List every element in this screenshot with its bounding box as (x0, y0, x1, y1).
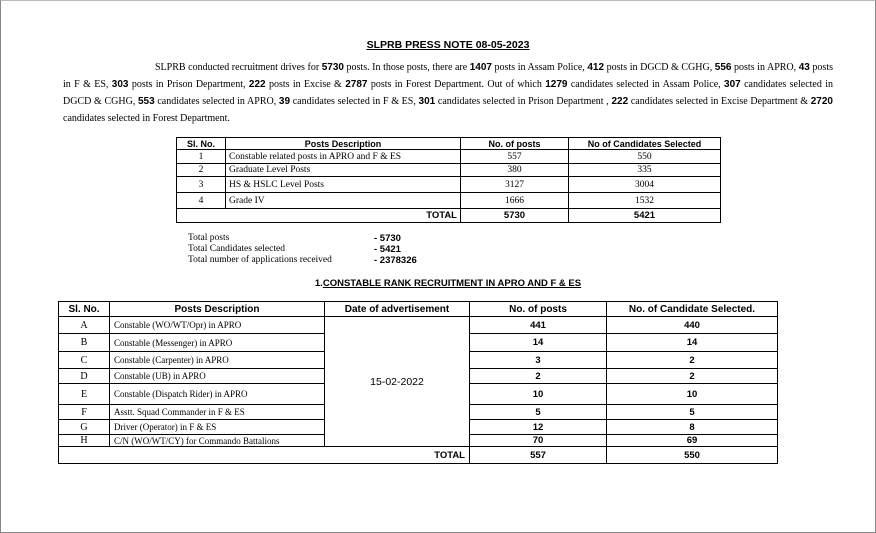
col-date-of-advertisement: Date of advertisement (325, 302, 470, 317)
no-of-posts: 14 (470, 334, 607, 352)
summary-value: - 2378326 (374, 255, 417, 266)
sl-no: 4 (177, 193, 226, 209)
candidates-selected: 2 (607, 352, 778, 369)
posts-description: Driver (Operator) in F & ES (110, 420, 325, 435)
posts-description: Constable (Carpenter) in APRO (110, 352, 325, 369)
no-of-posts: 1666 (461, 193, 569, 209)
no-of-posts: 3127 (461, 177, 569, 193)
table-row (59, 317, 778, 334)
paragraph-text: posts in APRO, (731, 62, 799, 73)
no-of-posts: 557 (461, 150, 569, 164)
section-heading (1, 278, 876, 289)
summary-row (188, 233, 417, 244)
paragraph-text: candidates selected in Excise Department & (628, 96, 811, 107)
summary-label: Total posts (188, 233, 230, 243)
total-label: TOTAL (59, 447, 470, 464)
summary-table (176, 137, 721, 223)
no-of-posts: 5 (470, 405, 607, 420)
col-candidates-selected: No. of Candidate Selected. (607, 302, 778, 317)
section-number: 1. (314, 278, 323, 289)
summary-row (188, 255, 417, 266)
no-of-posts: 2 (470, 369, 607, 384)
paragraph-text: posts. In those posts, there are (343, 62, 470, 73)
no-of-posts: 12 (470, 420, 607, 435)
sl-no: 2 (177, 164, 226, 177)
constable-table-header (59, 302, 778, 317)
summary-value: - 5421 (374, 244, 401, 255)
col-posts-description: Posts Description (226, 138, 461, 150)
candidates-selected: 550 (569, 150, 721, 164)
section-title: CONSTABLE RANK RECRUITMENT IN APRO AND F & ES (322, 278, 582, 289)
table-row (177, 193, 721, 209)
posts-description: Constable related posts in APRO and F & ES (226, 150, 461, 164)
col-sl-no: Sl. No. (177, 138, 226, 150)
table-row (177, 150, 721, 164)
posts-description: HS & HSLC Level Posts (226, 177, 461, 193)
paragraph-text: candidates selected in DGCD & CGHG, (63, 79, 834, 107)
total-posts: 557 (470, 447, 607, 464)
paragraph-figure: 1279 (545, 79, 568, 90)
summary-row (188, 244, 417, 255)
posts-description: Asstt. Squad Commander in F & ES (110, 405, 325, 420)
paragraph-figure: 556 (714, 62, 732, 73)
sl-no: H (59, 435, 110, 447)
col-no-of-posts: No. of posts (470, 302, 607, 317)
paragraph-text: candidates selected in Assam Police, (567, 79, 725, 90)
summary-label: Total number of applications received (188, 255, 332, 265)
total-row (59, 447, 778, 464)
sl-no: 1 (177, 150, 226, 164)
candidates-selected: 69 (607, 435, 778, 447)
total-selected: 550 (607, 447, 778, 464)
paragraph-text: SLPRB conducted recruitment drives for (155, 62, 322, 73)
total-row (177, 209, 721, 223)
paragraph-text: posts in Excise & (265, 79, 346, 90)
posts-description: Graduate Level Posts (226, 164, 461, 177)
candidates-selected: 335 (569, 164, 721, 177)
candidates-selected: 10 (607, 384, 778, 405)
total-selected: 5421 (569, 209, 721, 223)
candidates-selected: 1532 (569, 193, 721, 209)
posts-description: Constable (Messenger) in APRO (110, 334, 325, 352)
paragraph-text: candidates selected in Prison Department , (435, 96, 612, 107)
date-of-advertisement: 15-02-2022 (325, 317, 470, 447)
paragraph-figure: 5730 (321, 62, 344, 73)
no-of-posts: 3 (470, 352, 607, 369)
posts-description: Grade IV (226, 193, 461, 209)
posts-description: Constable (Dispatch Rider) in APRO (110, 384, 325, 405)
paragraph-figure: 222 (611, 96, 629, 107)
col-sl-no: Sl. No. (59, 302, 110, 317)
posts-description: Constable (WO/WT/Opr) in APRO (110, 317, 325, 334)
no-of-posts: 380 (461, 164, 569, 177)
candidates-selected: 14 (607, 334, 778, 352)
sl-no: F (59, 405, 110, 420)
sl-no: D (59, 369, 110, 384)
paragraph-figure: 303 (111, 79, 129, 90)
paragraph-text: posts in F & ES, (63, 62, 833, 90)
sl-no: G (59, 420, 110, 435)
total-label: TOTAL (177, 209, 461, 223)
sl-no: B (59, 334, 110, 352)
paragraph-figure: 39 (278, 96, 291, 107)
no-of-posts: 10 (470, 384, 607, 405)
paragraph-figure: 222 (248, 79, 266, 90)
total-posts: 5730 (461, 209, 569, 223)
press-note-title: SLPRB PRESS NOTE 08-05-2023 (366, 39, 530, 51)
intro-paragraph (63, 59, 833, 127)
paragraph-figure: 2720 (810, 96, 833, 107)
posts-description: Constable (UB) in APRO (110, 369, 325, 384)
constable-recruitment-table (58, 301, 778, 464)
table-row (177, 177, 721, 193)
sl-no: C (59, 352, 110, 369)
candidates-selected: 440 (607, 317, 778, 334)
summary-label: Total Candidates selected (188, 244, 285, 254)
no-of-posts: 70 (470, 435, 607, 447)
col-no-of-posts: No. of posts (461, 138, 569, 150)
no-of-posts: 441 (470, 317, 607, 334)
sl-no: A (59, 317, 110, 334)
paragraph-text: posts in Prison Department, (128, 79, 249, 90)
paragraph-text: candidates selected in APRO, (154, 96, 279, 107)
posts-description: C/N (WO/WT/CY) for Commando Battalions (110, 435, 325, 447)
paragraph-figure: 553 (138, 96, 155, 107)
paragraph-figure: 1407 (469, 62, 492, 73)
paragraph-figure: 412 (587, 62, 605, 73)
paragraph-text: candidates selected in F & ES, (290, 96, 419, 107)
col-posts-description: Posts Description (110, 302, 325, 317)
sl-no: E (59, 384, 110, 405)
col-candidates-selected: No of Candidates Selected (569, 138, 721, 150)
paragraph-figure: 301 (418, 96, 436, 107)
paragraph-figure: 307 (724, 79, 741, 90)
summary-value: - 5730 (374, 233, 401, 244)
paragraph-figure: 2787 (345, 79, 368, 90)
paragraph-text: candidates selected in Forest Department. (63, 113, 230, 124)
sl-no: 3 (177, 177, 226, 193)
summary-table-header (177, 138, 721, 150)
candidates-selected: 2 (607, 369, 778, 384)
totals-summary (188, 233, 417, 266)
table-row (177, 164, 721, 177)
paragraph-text: posts in Forest Department. Out of which (367, 79, 546, 90)
candidates-selected: 3004 (569, 177, 721, 193)
candidates-selected: 8 (607, 420, 778, 435)
paragraph-figure: 43 (798, 62, 810, 73)
paragraph-text: posts in Assam Police, (491, 62, 588, 73)
paragraph-text: posts in DGCD & CGHG, (604, 62, 715, 73)
candidates-selected: 5 (607, 405, 778, 420)
